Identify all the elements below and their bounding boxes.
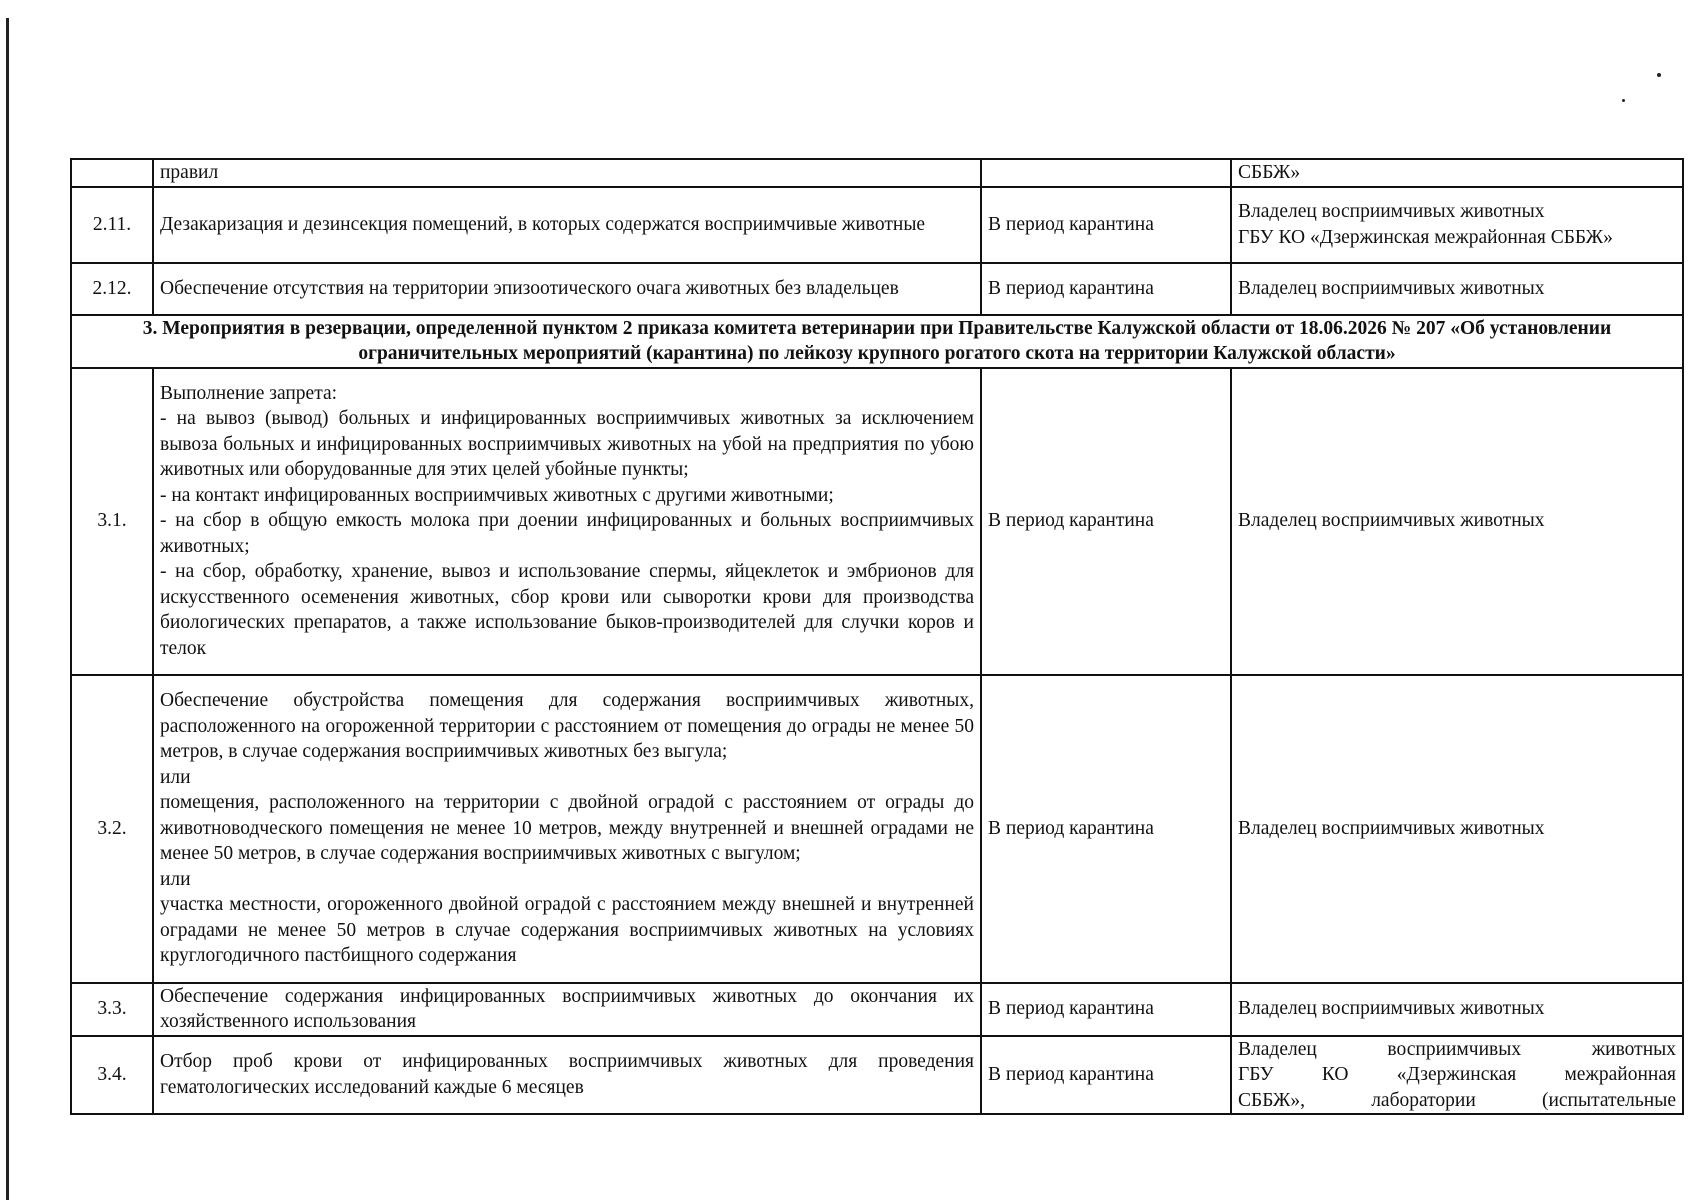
scan-left-edge [6,18,9,1200]
row-term: В период карантина [981,1036,1231,1115]
row-number: 2.11. [71,187,153,263]
table-row [71,675,1683,983]
table-row [71,983,1683,1036]
table-row [71,159,1683,187]
table-row [71,187,1683,263]
table-row [71,263,1683,315]
row-responsible: Владелец восприимчивых животных ГБУ КО «Дзержинская межрайонная СББЖ», лаборатории (испытательные [1231,1036,1683,1115]
row-number: 3.4. [71,1036,153,1115]
scan-speck [1657,73,1661,77]
row-responsible: Владелец восприимчивых животных [1231,983,1683,1036]
row-number: 3.2. [71,675,153,983]
row-responsible: Владелец восприимчивых животных [1231,368,1683,675]
row-term: В период карантина [981,983,1231,1036]
table-row [71,1036,1683,1115]
section-3-heading: 3. Мероприятия в резервации, определенной пунктом 2 приказа комитета ветеринарии при Правительстве Калужской области от 18.06.2026 № 207 «Об установлении ограничительных мероприятий (карантина) по лейкозу крупного рогатого скота на территории Калужской области» [71,315,1683,368]
row-number: 3.3. [71,983,153,1036]
row-action: Обеспечение обустройства помещения для содержания восприимчивых животных, расположенного на огороженной территории с расстоянием от помещения до ограды не менее 50 метров, в случае содержания восприимчивых животных без выгула; или помещения, расположенного на территории с двойной оградой с расстоянием от ограды до животноводческого помещения не менее 10 метров, между внутренней и внешней оградами не менее 50 метров, в случае содержания восприимчивых животных с выгулом; или участка местности, огороженного двойной оградой с расстоянием между внешней и внутренней оградами не менее 50 метров в случае содержания восприимчивых животных на условиях круглогодичного пастбищного содержания [153,675,981,983]
row-number [71,159,153,187]
row-term: В период карантина [981,368,1231,675]
row-responsible: Владелец восприимчивых животных [1231,263,1683,315]
row-term: В период карантина [981,675,1231,983]
section-heading-row [71,315,1683,368]
table-row [71,368,1683,675]
row-term [981,159,1231,187]
row-action: Дезакаризация и дезинсекция помещений, в которых содержатся восприимчивые животные [153,187,981,263]
scan-speck [1622,99,1625,102]
row-action: Отбор проб крови от инфицированных восприимчивых животных для проведения гематологических исследований каждые 6 месяцев [153,1036,981,1115]
row-number: 3.1. [71,368,153,675]
row-action: Обеспечение отсутствия на территории эпизоотического очага животных без владельцев [153,263,981,315]
row-action: Обеспечение содержания инфицированных восприимчивых животных до окончания их хозяйственного использования [153,983,981,1036]
row-action: Выполнение запрета: - на вывоз (вывод) больных и инфицированных восприимчивых животных за исключением вывоза больных и инфицированных восприимчивых животных на убой на предприятия по убою животных или оборудованные для этих целей убойные пункты; - на контакт инфицированных восприимчивых животных с другими животными; - на сбор в общую емкость молока при доении инфицированных и больных восприимчивых животных; - на сбор, обработку, хранение, вывоз и использование спермы, яйцеклеток и эмбрионов для искусственного осеменения животных, сбор крови или сыворотки крови для производства биологических препаратов, а также использование быков-производителей для случки коров и телок [153,368,981,675]
row-action: правил [153,159,981,187]
row-number: 2.12. [71,263,153,315]
row-term: В период карантина [981,187,1231,263]
row-responsible: Владелец восприимчивых животных [1231,675,1683,983]
measures-table [70,158,1684,1115]
row-responsible: СББЖ» [1231,159,1683,187]
row-term: В период карантина [981,263,1231,315]
row-responsible: Владелец восприимчивых животных ГБУ КО «Дзержинская межрайонная СББЖ» [1231,187,1683,263]
